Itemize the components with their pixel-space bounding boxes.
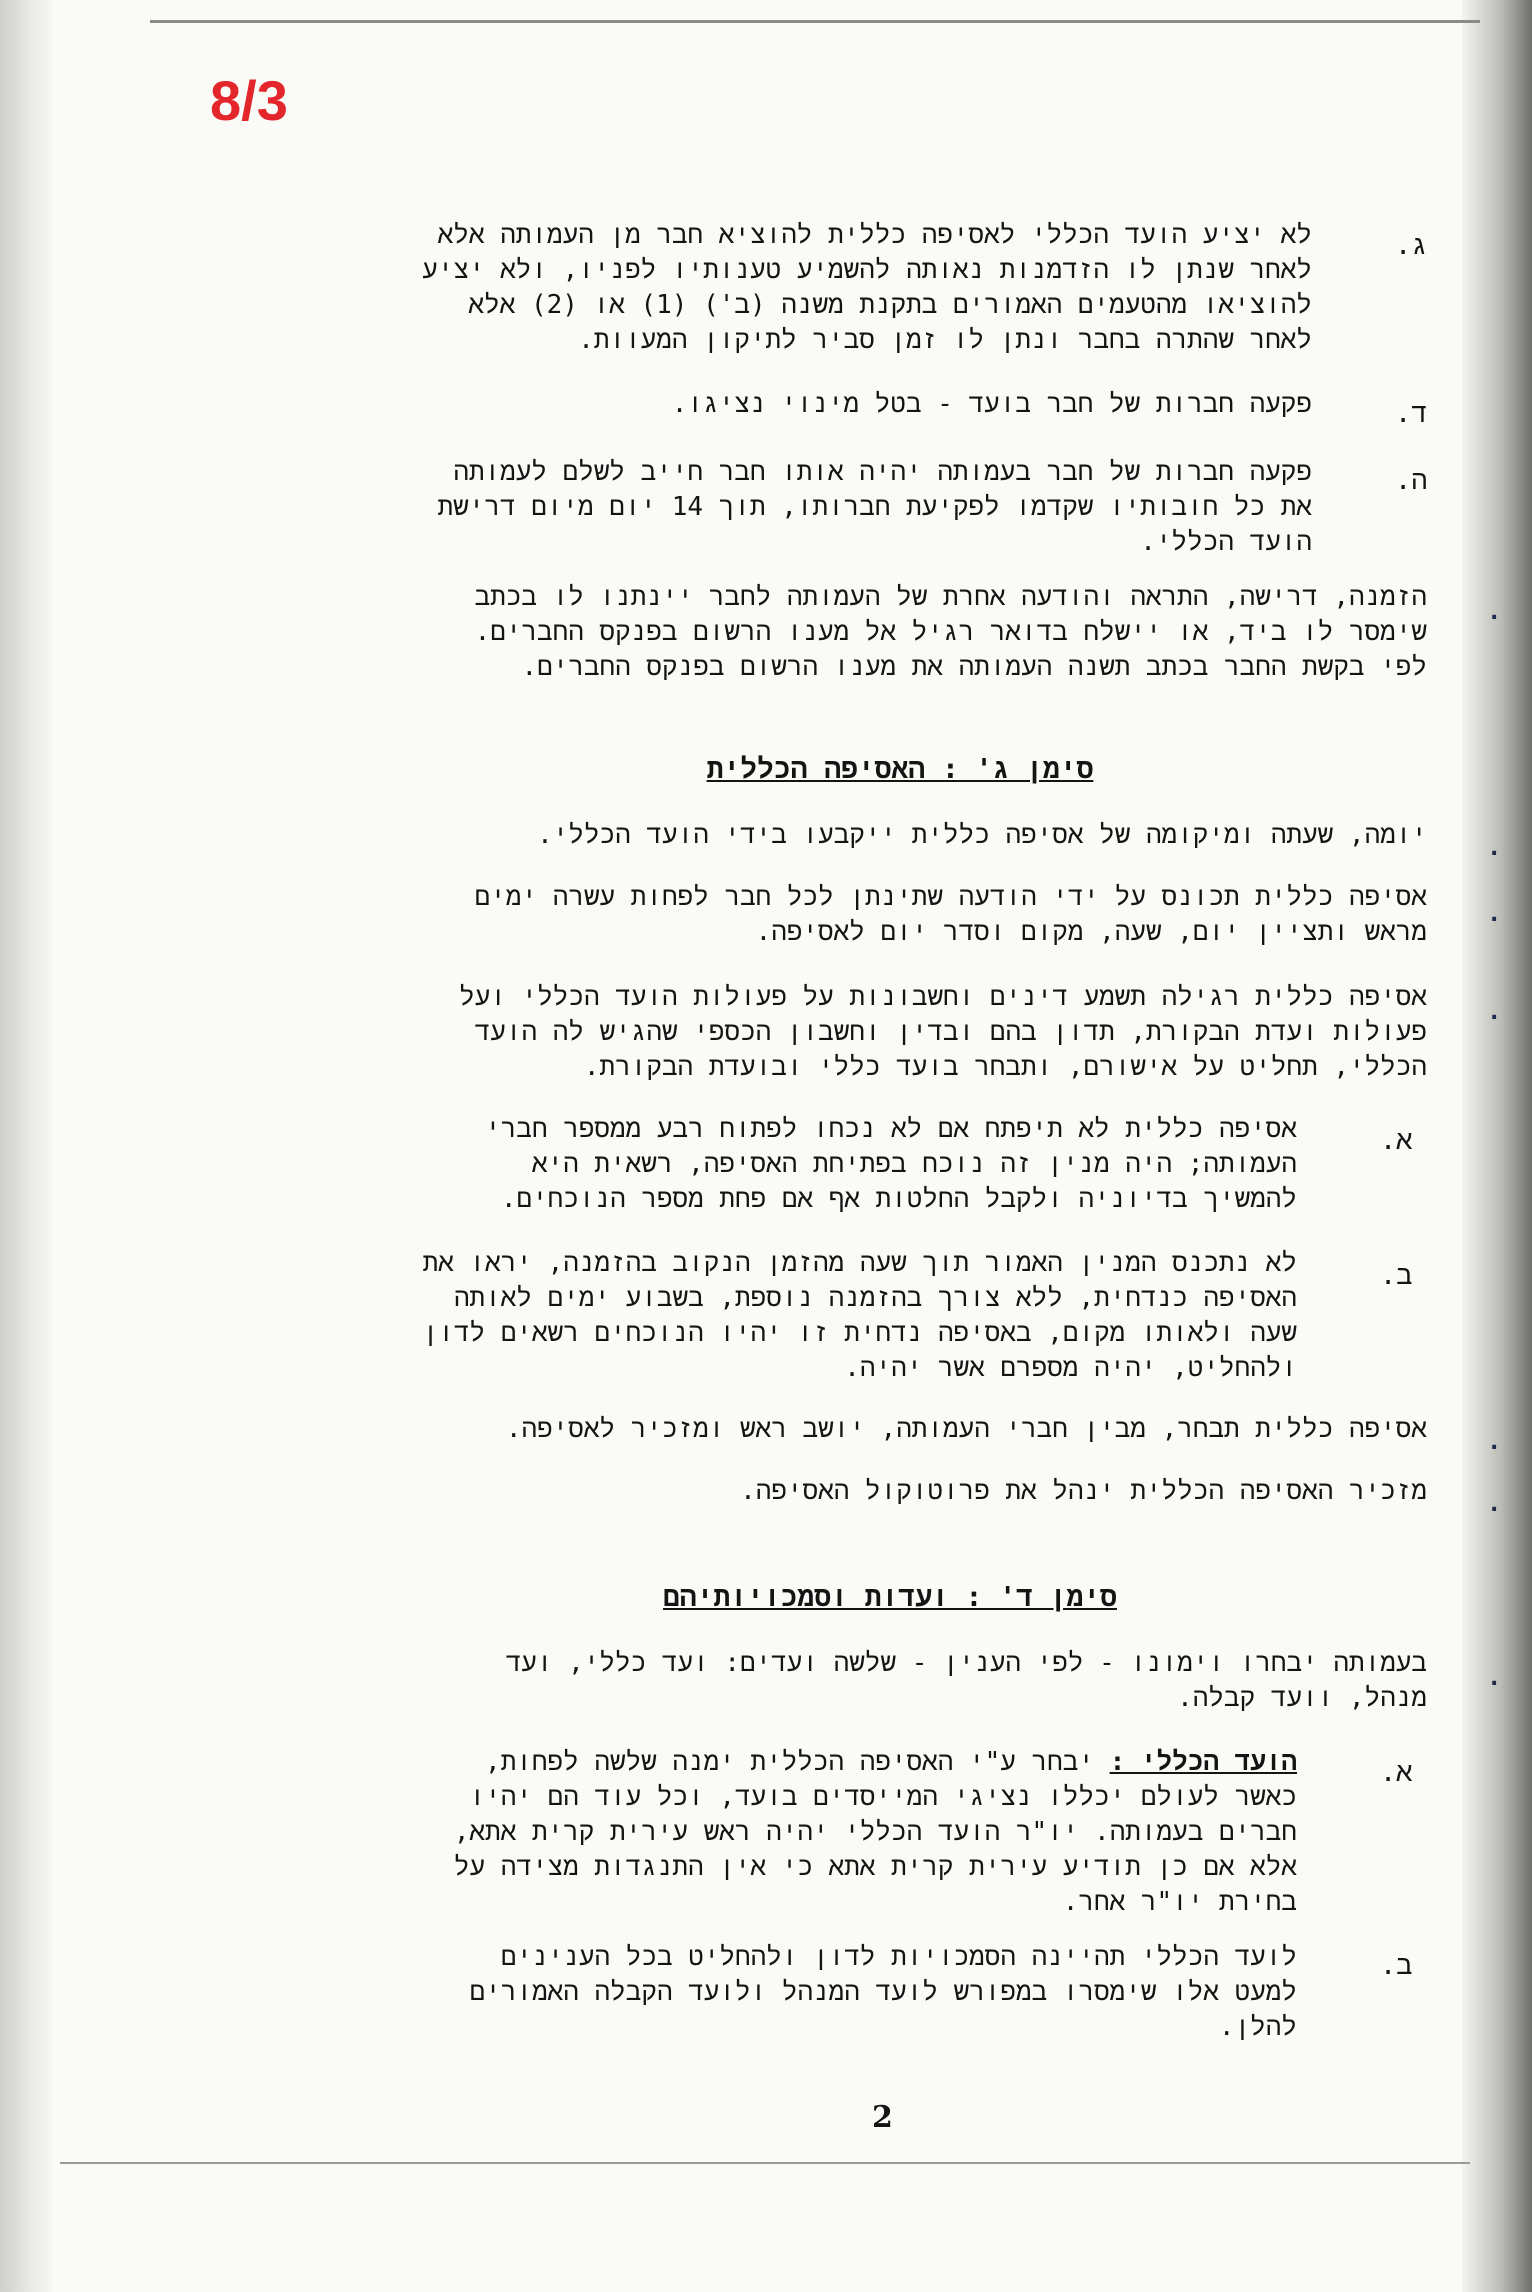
section-marker: ג. (1395, 230, 1428, 261)
paragraph: בעמותה יבחרו וימונו - לפי הענין - שלשה ועדים: ועד כללי, ועד מנהל, וועד קבלה. (505, 1648, 1427, 1713)
section-marker: ה. (1395, 465, 1428, 496)
paragraph-text: יבחר ע"י האסיפה הכללית ימנה שלשה לפחות, כאשר לעולם יכללו נציגי המייסדים בועד, וכל עוד הם יהיו חברים בעמותה. יו"ר הועד הכללי יהיה ראש עירית קרית אתא, אלא אם כן תודיע עירית קרית אתא כי אין התנגדות מצידה על בחירת יו"ר אחר. (453, 1747, 1297, 1917)
reference-number: 8/3 (210, 69, 288, 132)
paragraph: הזמנה, דרישה, התראה והודעה אחרת של העמותה לחבר יינתנו לו בכתב שימסר לו ביד, או יישלח בדואר רגיל אל מענו הרשום בפנקס החברים. לפי בקשת החבר בכתב תשנה העמותה את מענו הרשום בפנקס החברים. (474, 582, 1427, 682)
chapter-heading: סימן ד' : ועדות וסמכויותיהם (662, 1580, 1117, 1613)
section-marker: א. (1380, 1757, 1413, 1788)
margin-mark: . (1490, 1666, 1499, 1691)
paragraph (197, 1745, 1297, 1920)
margin-mark: . (1490, 902, 1499, 927)
section-marker: ד. (1395, 398, 1428, 429)
paragraph: פקעה חברות של חבר בעמותה יהיה אותו חבר חייב לשלם לעמותה את כל חובותיו שקדמו לפקיעת חברותו, תוך 14 יום מיום דרישת הועד הכללי. (437, 457, 1312, 557)
chapter-heading: סימן ג' : האסיפה הכללית (706, 752, 1094, 785)
section-marker: ב. (1380, 1260, 1413, 1291)
paragraph: לא יציע הועד הכללי לאסיפה כללית להוציא חבר מן העמותה אלא לאחר שנתן לו הזדמנות נאותה להשמיע טענותיו לפניו, ולא יציע להוציאו מהטעמים האמורים בתקנת משנה (ב') (1) או (2) אלא לאחר שהתרה בחבר ונתן לו זמן סביר לתיקון המעוות. (422, 220, 1312, 355)
section-marker: א. (1380, 1125, 1413, 1156)
paragraph: אסיפה כללית תבחר, מבין חברי העמותה, יושב ראש ומזכיר לאסיפה. (505, 1414, 1427, 1444)
paragraph: אסיפה כללית רגילה תשמע דינים וחשבונות על פעולות הועד הכללי ועל פעולות ועדת הבקורת, תדון בהם ובדין וחשבון הכספי שהגיש לה הועד הכללי, תחליט על אישורם, ותבחר בועד כללי ובועדת הבקורת. (459, 982, 1427, 1082)
margin-mark: . (1490, 836, 1499, 861)
binding-edge (0, 0, 52, 2292)
margin-mark: . (1490, 1000, 1499, 1025)
term-label: הועד הכללי : (1109, 1747, 1297, 1777)
paragraph: אסיפה כללית לא תיפתח אם לא נכחו לפתוח רבע ממספר חברי העמותה; היה מנין זה נוכח בפתיחת האסיפה, רשאית היא להמשיך בדיוניה ולקבל החלטות אף אם פחת מספר הנוכחים. (485, 1114, 1297, 1214)
margin-mark: . (1490, 1492, 1499, 1517)
page-number: 2 (872, 2100, 893, 2135)
paragraph: לועד הכללי תהיינה הסמכויות לדון ולהחליט בכל הענינים למעט אלו שימסרו במפורש לועד המנהל ולועד הקבלה האמורים להלן. (469, 1942, 1297, 2042)
paragraph: אסיפה כללית תכונס על ידי הודעה שתינתן לכל חבר לפחות עשרה ימים מראש ותציין יום, שעה, מקום וסדר יום לאסיפה. (474, 882, 1427, 947)
paragraph: יומה, שעתה ומיקומה של אסיפה כללית ייקבעו בידי הועד הכללי. (537, 820, 1427, 850)
section-marker: ב. (1380, 1950, 1413, 1981)
page-edge-shadow (1462, 0, 1532, 2292)
paragraph: מזכיר האסיפה הכללית ינהל את פרוטוקול האסיפה. (740, 1476, 1427, 1506)
paragraph: פקעה חברות של חבר בועד - בטל מינוי נציגו. (671, 389, 1312, 419)
paragraph: לא נתכנס המנין האמור תוך שעה מהזמן הנקוב בהזמנה, יראו את האסיפה כנדחית, ללא צורך בהזמנה נוספת, בשבוע ימים לאותה שעה ולאותו מקום, באסיפה נדחית זו יהיו הנוכחים רשאים לדון ולהחליט, יהיה מספרם אשר יהיה. (422, 1248, 1297, 1383)
bottom-rule (60, 2162, 1470, 2164)
top-rule (150, 20, 1480, 23)
margin-mark: . (1490, 1430, 1499, 1455)
margin-mark: . (1490, 600, 1499, 625)
